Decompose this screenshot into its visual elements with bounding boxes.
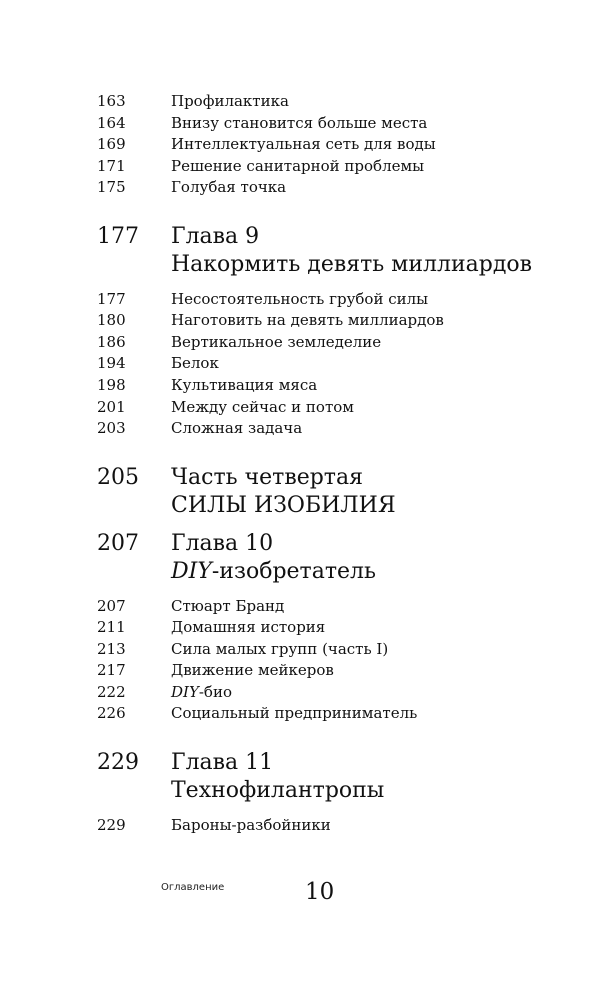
- toc-entry-page: 229: [97, 816, 126, 834]
- chapter-title-rest: -изобретатель: [211, 559, 376, 584]
- chapter-page: 229: [97, 750, 139, 775]
- part-title: СИЛЫ ИЗОБИЛИЯ: [171, 493, 396, 518]
- toc-entry-title: Социальный предприниматель: [171, 704, 418, 722]
- toc-entry-title: Профилактика: [171, 92, 289, 110]
- toc-entry: [0, 288, 610, 310]
- toc-entry-page: 169: [97, 135, 126, 153]
- toc-entry-page: 198: [97, 376, 126, 394]
- toc-entry: [0, 309, 610, 331]
- toc-entry: [0, 352, 610, 374]
- toc-entry-title: Интеллектуальная сеть для воды: [171, 135, 436, 153]
- toc-entry-page: 171: [97, 157, 126, 175]
- toc-entry-page: 177: [97, 290, 126, 308]
- toc-entry: [0, 396, 610, 418]
- toc-entry-title: Вертикальное земледелие: [171, 333, 382, 351]
- toc-entry-title: [171, 681, 232, 703]
- chapter-title-italic: DIY: [171, 559, 212, 584]
- toc-entry-page: 164: [97, 114, 126, 132]
- part-page: 205: [97, 465, 139, 490]
- toc-entry-page: 180: [97, 311, 126, 329]
- toc-entry-page: 203: [97, 419, 126, 437]
- chapter-label: Глава 10: [171, 531, 274, 556]
- page-number: 10: [305, 879, 335, 905]
- toc-entry-title: Внизу становится больше места: [171, 114, 428, 132]
- chapter-title: [171, 557, 376, 587]
- toc-entry-page: 211: [97, 618, 126, 636]
- toc-entry: [0, 90, 610, 112]
- toc-entry-title: Несостоятельность грубой силы: [171, 290, 429, 308]
- toc-entry: [0, 176, 610, 198]
- toc-entry-title: Белок: [171, 354, 219, 372]
- toc-entry: [0, 814, 610, 836]
- toc-entry-title: Движение мейкеров: [171, 661, 334, 679]
- toc-entry-page: 213: [97, 640, 126, 658]
- toc-entry: [0, 702, 610, 724]
- toc-entry-title: Бароны-разбойники: [171, 816, 331, 834]
- toc-entry-page: 226: [97, 704, 126, 722]
- toc-entry-title: Культивация мяса: [171, 376, 318, 394]
- toc-entry-title: Наготовить на девять миллиардов: [171, 311, 444, 329]
- toc-entry: [0, 155, 610, 177]
- toc-entry-page: 163: [97, 92, 126, 110]
- toc-entry: [0, 595, 610, 617]
- toc-entry-title: Сила малых групп (часть I): [171, 640, 389, 658]
- chapter-title: Технофилантропы: [171, 778, 385, 803]
- chapter-label: Глава 9: [171, 224, 260, 249]
- toc-entry: [0, 616, 610, 638]
- toc-entry-page: 217: [97, 661, 126, 679]
- toc-entry: [0, 374, 610, 396]
- toc-entry-title: Голубая точка: [171, 178, 287, 196]
- toc-entry-page: 222: [97, 683, 126, 701]
- toc-entry-title: Решение санитарной проблемы: [171, 157, 425, 175]
- toc-entry-title-rest: -био: [198, 683, 232, 701]
- toc-entry-title-italic: DIY: [171, 683, 199, 701]
- toc-entry: [0, 331, 610, 353]
- toc-entry: [0, 681, 610, 703]
- toc-entry-title: Между сейчас и потом: [171, 398, 354, 416]
- toc-entry-page: 186: [97, 333, 126, 351]
- part-label: Часть четвертая: [171, 465, 363, 490]
- toc-entry-page: 194: [97, 354, 126, 372]
- toc-entry-page: 207: [97, 597, 126, 615]
- toc-entry: [0, 133, 610, 155]
- toc-entry: [0, 112, 610, 134]
- chapter-page: 177: [97, 224, 139, 249]
- toc-entry-page: 201: [97, 398, 126, 416]
- toc-entry-title: Сложная задача: [171, 419, 303, 437]
- toc-entry-page: 175: [97, 178, 126, 196]
- toc-entry-title: Стюарт Бранд: [171, 597, 285, 615]
- chapter-title: Накормить девять миллиардов: [171, 252, 533, 277]
- running-footer-label: Оглавление: [161, 882, 225, 893]
- chapter-label: Глава 11: [171, 750, 274, 775]
- toc-entry: [0, 659, 610, 681]
- toc-entry: [0, 417, 610, 439]
- chapter-page: 207: [97, 531, 139, 556]
- toc-entry: [0, 638, 610, 660]
- toc-entry-title: Домашняя история: [171, 618, 326, 636]
